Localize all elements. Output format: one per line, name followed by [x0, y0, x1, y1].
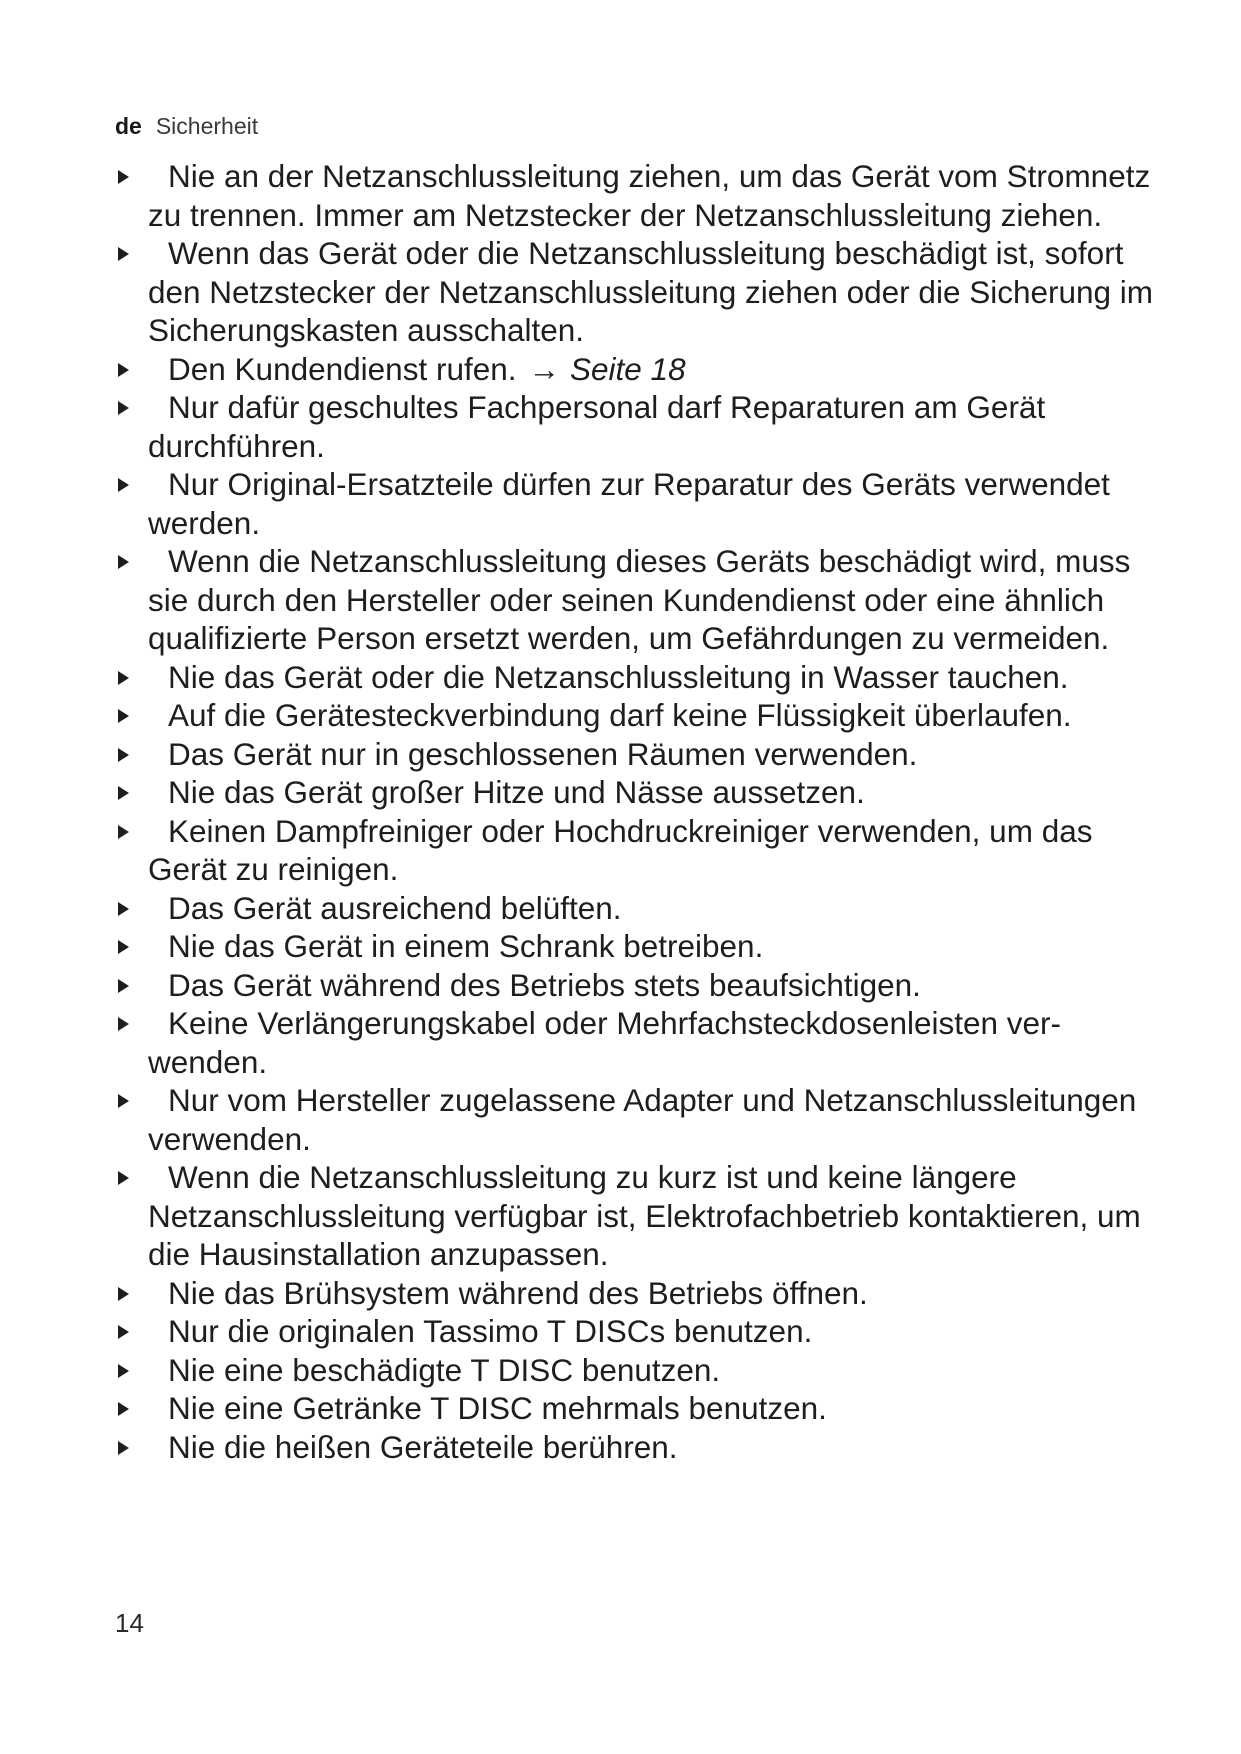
bullet-arrow-icon [118, 825, 129, 839]
page-header [115, 112, 258, 140]
list-item [148, 388, 1158, 465]
list-item [148, 773, 1158, 812]
list-item [148, 1081, 1158, 1158]
bullet-arrow-icon [118, 247, 129, 261]
list-item [148, 1158, 1158, 1274]
list-item [148, 1351, 1158, 1390]
list-item [148, 157, 1158, 234]
list-item-text: Nie an der Netzanschlussleitung ziehen, um das Gerät vom Stromnetz zu trennen. Immer am Netzstecker der Netzanschlussleitung ziehen. [148, 158, 1151, 233]
bullet-arrow-icon [118, 902, 129, 916]
list-item-text: Nur vom Hersteller zugelassene Adapter und Netzanschlussleitungen verwenden. [148, 1082, 1137, 1157]
bullet-arrow-icon [118, 671, 129, 685]
list-item-text: Den Kundendienst rufen. [168, 350, 517, 387]
bullet-arrow-icon [118, 1094, 129, 1108]
page-reference-link[interactable]: Seite 18 [570, 350, 686, 387]
list-item-text: Nie das Gerät großer Hitze und Nässe aussetzen. [168, 774, 865, 810]
bullet-arrow-icon [118, 979, 129, 993]
bullet-arrow-icon [118, 709, 129, 723]
list-item [148, 1428, 1158, 1467]
list-item-text: Nie das Gerät oder die Netzanschlussleitung in Wasser tauchen. [168, 658, 1069, 695]
list-item-text: Keine Verlängerungskabel oder Mehrfachsteckdosenleisten verwenden. [148, 1005, 1062, 1080]
list-item [148, 658, 1158, 697]
list-item-text: Nie das Brühsystem während des Betriebs öffnen. [168, 1274, 868, 1311]
list-item [148, 812, 1158, 889]
list-item-text: Nur Original-Ersatzteile dürfen zur Reparatur des Geräts verwendet werden. [148, 466, 1110, 541]
list-item-text: Auf die Gerätesteckverbindung darf keine Flüssigkeit überlaufen. [168, 697, 1072, 733]
section-title: Sicherheit [155, 113, 259, 139]
list-item-text: Nie die heißen Geräteteile berühren. [168, 1428, 678, 1465]
list-item-text: Nie eine Getränke T DISC mehrmals benutzen. [168, 1390, 827, 1426]
bullet-arrow-icon [118, 401, 129, 415]
bullet-arrow-icon [118, 1441, 129, 1455]
list-item [148, 966, 1158, 1005]
bullet-arrow-icon [118, 363, 129, 377]
reference-arrow-icon: → [528, 350, 560, 387]
bullet-arrow-icon [118, 1287, 129, 1301]
bullet-arrow-icon [118, 748, 129, 762]
bullet-arrow-icon [118, 1017, 129, 1031]
list-item-text: Wenn die Netzanschlussleitung zu kurz ist und keine längere Netzanschlussleitung verfügbar ist, Elektrofachbetrieb kontaktieren, um die Hausinstallation anzupassen. [148, 1159, 1141, 1272]
bullet-arrow-icon [118, 940, 129, 954]
list-item-text: Nur dafür geschultes Fachpersonal darf Reparaturen am Gerät durchführen. [148, 389, 1046, 464]
list-item [148, 696, 1158, 735]
bullet-arrow-icon [118, 1325, 129, 1339]
bullet-arrow-icon [118, 555, 129, 569]
list-item [148, 1312, 1158, 1351]
list-item-text: Keinen Dampfreiniger oder Hochdruckreiniger verwenden, um das Gerät zu reinigen. [148, 812, 1093, 887]
list-item [148, 1004, 1158, 1081]
list-item [148, 542, 1158, 658]
list-item [148, 234, 1158, 350]
list-item-text: Das Gerät während des Betriebs stets beaufsichtigen. [168, 966, 921, 1003]
list-item [148, 735, 1158, 774]
language-code: de [115, 113, 142, 139]
bullet-arrow-icon [118, 478, 129, 492]
list-item [148, 889, 1158, 928]
list-item-text: Das Gerät nur in geschlossenen Räumen verwenden. [168, 735, 918, 772]
list-item [148, 1389, 1158, 1428]
bullet-arrow-icon [118, 1402, 129, 1416]
list-item-text: Wenn das Gerät oder die Netzanschlussleitung beschädigt ist, sofort den Netzstecker der Netzanschlussleitung ziehen oder die Sicherung im Sicherungskasten ausschalten. [148, 235, 1154, 348]
list-item-text: Nie eine beschädigte T DISC benutzen. [168, 1351, 721, 1388]
bullet-arrow-icon [118, 1171, 129, 1185]
list-item [148, 1274, 1158, 1313]
list-item [148, 927, 1158, 966]
list-item-text: Nur die originalen Tassimo T DISCs benutzen. [168, 1313, 813, 1349]
safety-instructions-list [148, 157, 1158, 1466]
bullet-arrow-icon [118, 786, 129, 800]
bullet-arrow-icon [118, 170, 129, 184]
list-item-text: Nie das Gerät in einem Schrank betreiben. [168, 928, 764, 964]
bullet-arrow-icon [118, 1364, 129, 1378]
list-item-text: Wenn die Netzanschlussleitung dieses Geräts beschädigt wird, muss sie durch den Hersteller oder seinen Kundendienst oder eine ähnlich qualifizierte Person ersetzt werden, um Gefährdungen zu vermeiden. [148, 543, 1131, 656]
list-item [148, 350, 1158, 389]
page-number: 14 [115, 1608, 144, 1638]
list-item [148, 465, 1158, 542]
list-item-text: Das Gerät ausreichend belüften. [168, 889, 622, 926]
